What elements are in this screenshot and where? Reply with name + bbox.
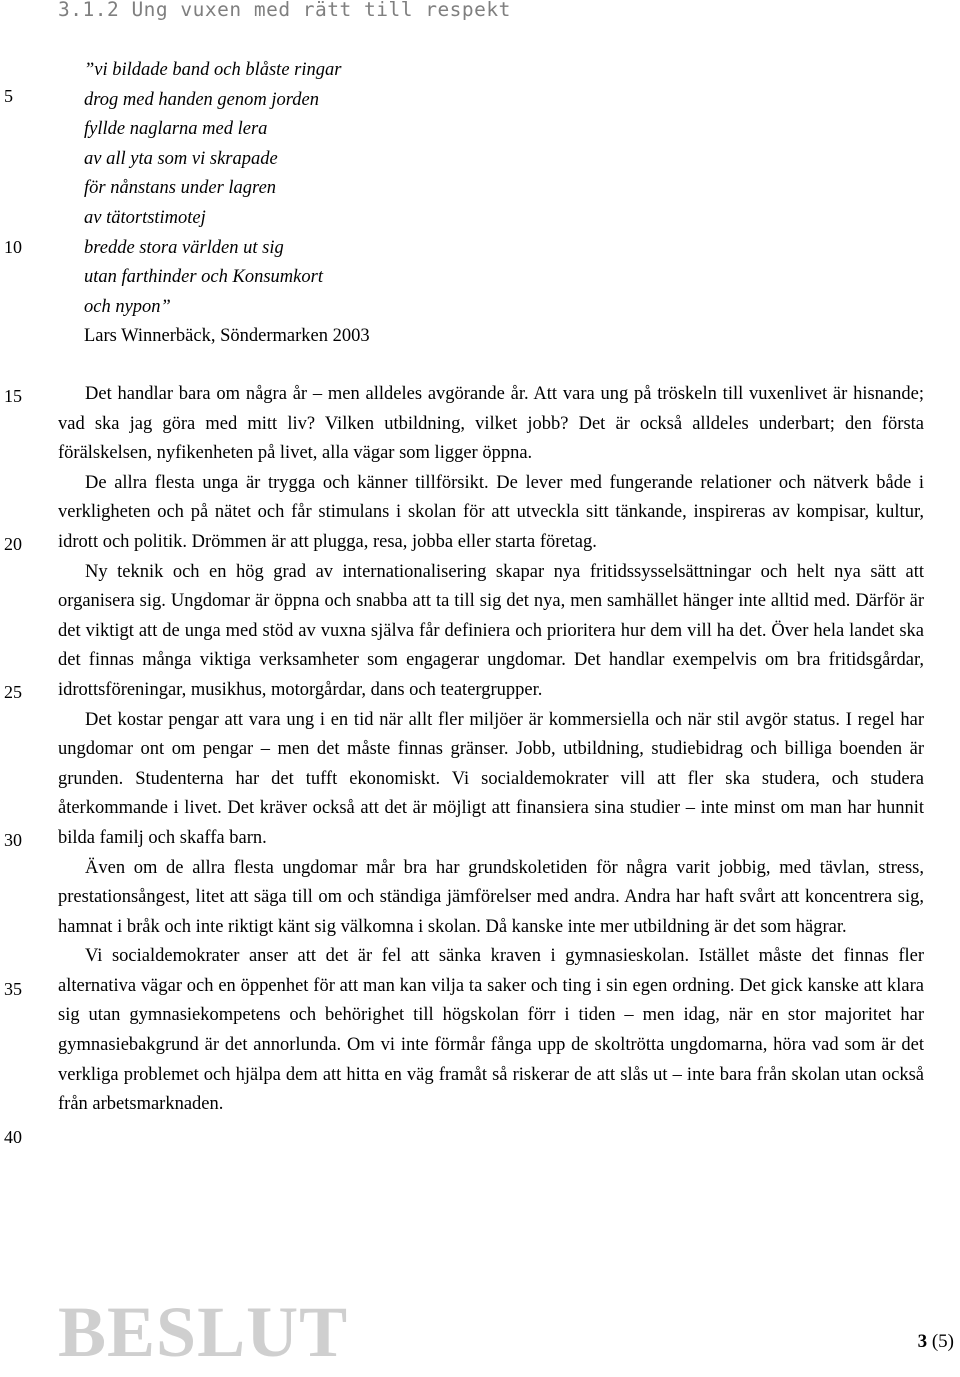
line-number: 5 [4,86,13,106]
line-number: 15 [4,386,22,406]
poem-line: av tätortstimotej [84,207,206,228]
paragraph: Vi socialdemokrater anser att det är fel att sänka kraven i gymnasieskolan. Istället måste det finnas fler alternativa vägar och en öppenhet för att man kan vilja ta saker och ting i sin egen ordning. Det gick kanske att klara sig utan gymnasiekompetens och behörighet till högskolan förr i tiden – men idag, när en stor majoritet har gymnasiebakgrund är det annorlunda. Om vi inte förmår fånga upp de skoltrötta ungdomarna, höra vad som är det verkliga problemet och hjälpa dem att hitta en väg framåt så riskerar de att slås ut – inte bara från skolan utan också från arbetsmarknaden. [58,946,924,1115]
poem-line: drog med handen genom jorden [84,89,319,110]
poem-quote [84,56,370,352]
body-text [58,380,924,1120]
beslut-logo: BESLUT [58,1292,349,1372]
paragraph: Ny teknik och en hög grad av internationalisering skapar nya fritidssysselsättningar och helt nya sätt att organisera sig. Ungdomar är öppna och snabba att ta till sig det nya, men samhället hänger inte alltid med. Därför är det viktigt att de unga med stöd av vuxna själva får definiera och prioritera hur dem vill ha det. Över hela landet ska det finnas många viktiga verksamheter som engagerar ungdomar. Det handlar exempelvis om bra fritidsgårdar, idrottsföreningar, musikhus, motorgårdar, dans och teatergrupper. [58,561,924,700]
poem-line: för nånstans under lagren [84,178,277,199]
poem-line: bredde stora världen ut sig [84,237,284,258]
poem-line: utan farthinder och Konsumkort [84,267,323,288]
paragraph: Det handlar bara om några år – men alldeles avgörande år. Att vara ung på tröskeln till vuxenlivet är hisnande; vad ska jag göra med mitt liv? Vilken utbildning, vilket jobb? Det är också alldeles underbart; den första förälskelsen, nyfikenheten på livet, alla vägar som ligger öppna. [58,384,924,464]
line-number: 35 [4,979,22,999]
line-number: 40 [4,1127,22,1147]
page-total: (5) [931,1331,954,1352]
poem-line: av all yta som vi skrapade [84,148,278,169]
line-number: 30 [4,830,22,850]
page-current: 3 [917,1331,928,1352]
page-number [918,1331,954,1353]
line-number: 10 [4,237,22,257]
poem-attribution: Lars Winnerbäck, Söndermarken 2003 [84,326,370,347]
poem-line: ”vi bildade band och blåste ringar [84,60,342,80]
paragraph: De allra flesta unga är trygga och känner tillförsikt. De lever med fungerande relationer och nätverk både i verkligheten och på nätet och får stimulans i skolan för att utveckla sitt tänkande, inspireras av kompisar, kultur, idrott och politik. Drömmen är att plugga, resa, jobba eller starta företag. [58,472,924,552]
poem-line: fyllde naglarna med lera [84,119,268,140]
line-number: 25 [4,682,22,702]
line-number: 20 [4,534,22,554]
paragraph: Det kostar pengar att vara ung i en tid när allt fler miljöer är kommersiella och när stil avgör status. I regel har ungdomar ont om pengar – men det måste finnas gränser. Jobb, utbildning, studiebidrag och billiga boenden är grunden. Studenterna har det tufft ekonomiskt. Vi socialdemokrater vill att fler ska studera, och studera återkommande i livet. Det kräver också att det är möjligt att finansiera sina studier – inte minst om man har hunnit bilda familj och skaffa barn. [58,709,924,848]
poem-line: och nypon” [84,296,171,317]
paragraph: Även om de allra flesta ungdomar mår bra har grundskoletiden för några varit jobbig, med tävlan, stress, prestationsångest, litet att säga till om och ständiga jämförelser med andra. Andra har haft svårt att koncentrera sig, hamnat i bråk och inte riktigt känt sig välkomna i skolan. Då kanske inte mer utbildning är det som hägrar. [58,857,924,937]
section-heading: 3.1.2 Ung vuxen med rätt till respekt [58,0,511,21]
